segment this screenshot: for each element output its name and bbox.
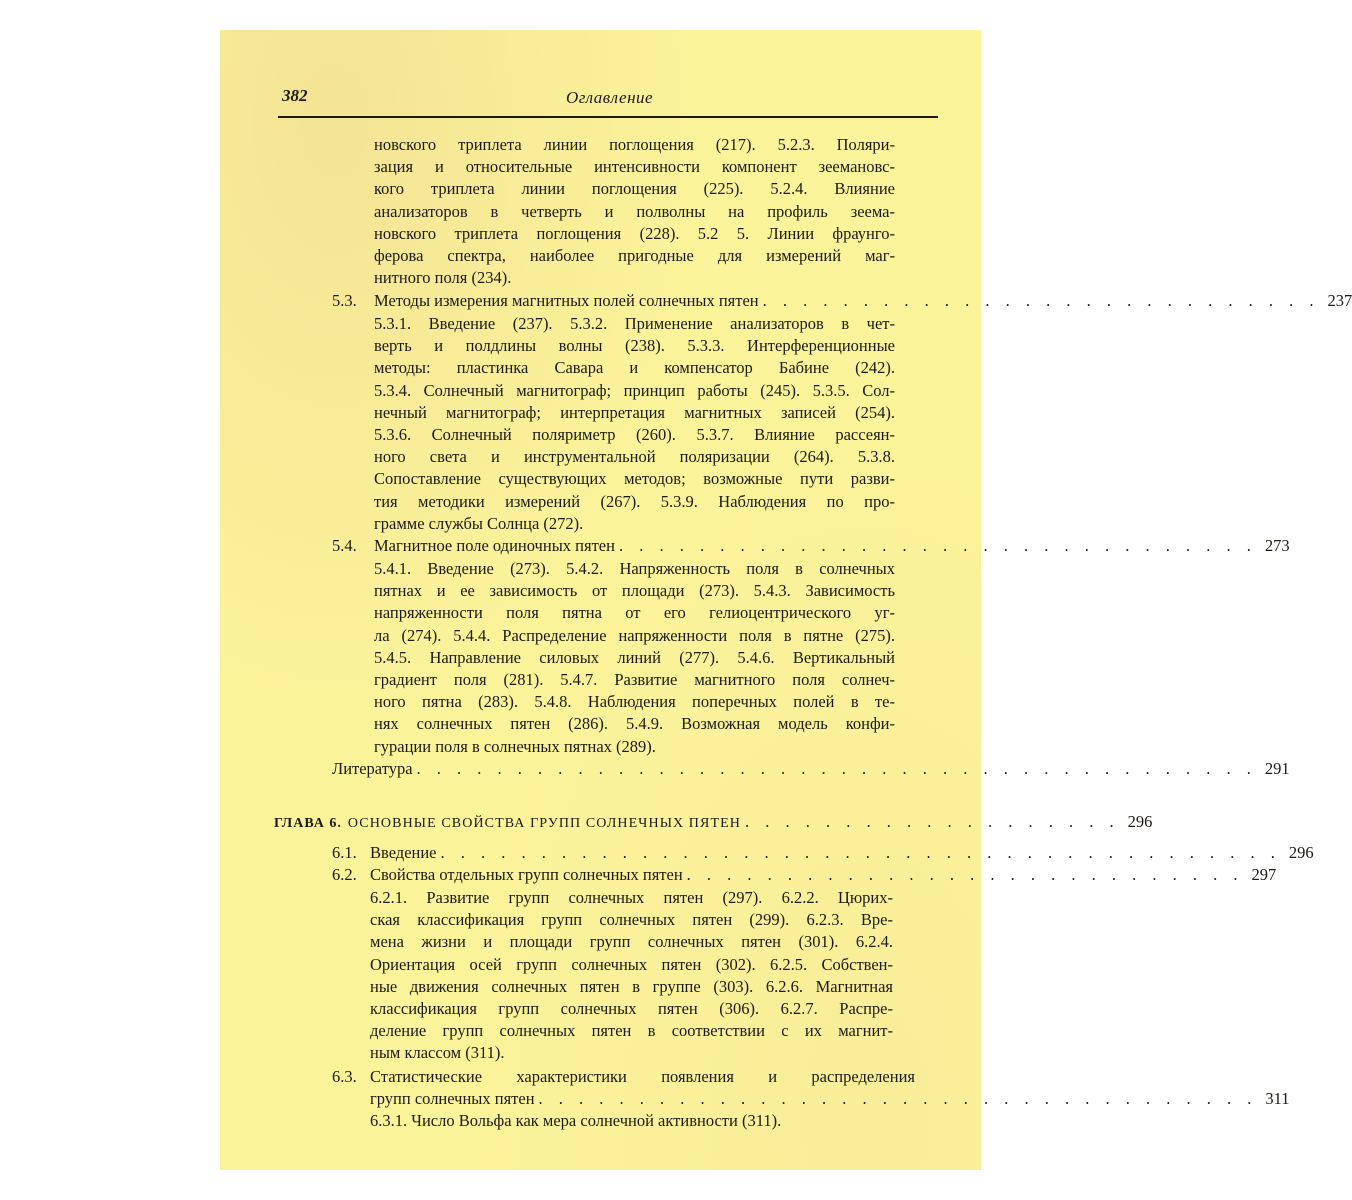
toc-line: грамме службы Солнца (272). bbox=[374, 513, 584, 533]
toc-line: 5.3.6. Солнечный поляриметр (260). 5.3.7. Влияние рассеян- bbox=[374, 424, 895, 444]
leader-dots: . . . . . . . . . . . . . . . . . . . . . . . . . . . . bbox=[762, 291, 1320, 310]
toc-line: зация и относительные интенсивности компонент зеемановс- bbox=[374, 157, 895, 177]
toc-line: мена жизни и площади групп солнечных пятен (301). 6.2.4. bbox=[370, 932, 893, 952]
toc-line: кого триплета линии поглощения (225). 5.2.4. Влияние bbox=[374, 179, 895, 199]
page-ref: 311 bbox=[1265, 1089, 1290, 1109]
section-number: 5.3. bbox=[332, 291, 357, 310]
toc-line: Сопоставление существующих методов; возможные пути разви- bbox=[374, 469, 895, 489]
toc-entry-5-3[interactable] bbox=[332, 291, 1352, 313]
toc-subsections-6-3 bbox=[370, 1110, 893, 1132]
toc-chapter-6[interactable] bbox=[274, 812, 1153, 834]
toc-line: напряженности поля пятна от его гелиоцентрического уг- bbox=[374, 603, 895, 623]
leader-dots: . . . . . . . . . . . . . . . . . . . . . . . . . . . . . . . . . . . . . . . . . . bbox=[416, 759, 1257, 778]
toc-line: 5.3.1. Введение (237). 5.3.2. Применение анализаторов в чет- bbox=[374, 314, 895, 333]
leader-dots: . . . . . . . . . . . . . . . . . . . . . . . . . . . . . . . . . . . . bbox=[538, 1089, 1258, 1109]
toc-line: градиент поля (281). 5.4.7. Развитие магнитного поля солнеч- bbox=[374, 669, 895, 689]
book-page bbox=[220, 30, 1352, 1170]
toc-line: Ориентация осей групп солнечных пятен (302). 6.2.5. Собствен- bbox=[370, 954, 893, 974]
toc-subsections-5-2 bbox=[374, 134, 895, 289]
toc-line: новского триплета поглощения (228). 5.2 5. Линии фраунго- bbox=[374, 223, 895, 243]
toc-line: анализаторов в четверть и полволны на профиль зеема- bbox=[374, 201, 895, 221]
toc-line: деление групп солнечных пятен в соответствии с их магнит- bbox=[370, 1021, 893, 1041]
toc-line: ла (274). 5.4.4. Распределение напряженности поля в пятне (275). bbox=[374, 625, 895, 645]
chapter-label: ГЛАВА 6. bbox=[274, 816, 342, 831]
toc-line: классификация групп солнечных пятен (306). 6.2.7. Распре- bbox=[370, 998, 893, 1018]
toc-line: 5.4.1. Введение (273). 5.4.2. Напряженность поля в солнечных bbox=[374, 559, 895, 578]
toc-line: ного пятна (283). 5.4.8. Наблюдения поперечных полей в те- bbox=[374, 692, 895, 712]
toc-line: новского триплета линии поглощения (217). 5.2.3. Поляри- bbox=[374, 135, 895, 154]
leader-dots: . . . . . . . . . . . . . . . . . . . . . . . . . . . . bbox=[686, 865, 1244, 884]
toc-subsections-5-3 bbox=[374, 313, 895, 535]
toc-line: нях солнечных пятен (286). 5.4.9. Возможная модель конфи- bbox=[374, 714, 895, 734]
toc-line: тия методики измерений (267). 5.3.9. Наблюдения по про- bbox=[374, 491, 895, 511]
toc-subsections-5-4 bbox=[374, 558, 895, 758]
toc-line: 5.3.4. Солнечный магнитограф; принцип работы (245). 5.3.5. Сол- bbox=[374, 380, 895, 400]
leader-dots: . . . . . . . . . . . . . . . . . . . . . . . . . . . . . . . . bbox=[618, 536, 1257, 555]
section-number: 6.3. bbox=[332, 1067, 357, 1086]
section-title-line-2: групп солнечных пятен bbox=[370, 1089, 535, 1109]
section-number: 5.4. bbox=[332, 536, 357, 555]
section-title-continuation bbox=[332, 1088, 1290, 1110]
section-title-line-1: Статистические характеристики появления и распределения bbox=[370, 1067, 915, 1086]
leader-dots: . . . . . . . . . . . . . . . . . . . . . . . . . . . . . . . . . . . . . . . . . . bbox=[440, 843, 1281, 862]
section-title: Магнитное поле одиночных пятен bbox=[374, 536, 615, 555]
section-title: Введение bbox=[370, 843, 437, 862]
toc-line: гурации поля в солнечных пятнах (289). bbox=[374, 736, 656, 756]
toc-line: ферова спектра, наиболее пригодные для измерений маг- bbox=[374, 245, 895, 265]
toc-entry-6-1[interactable] bbox=[332, 843, 1314, 865]
toc-line: нечный магнитограф; интерпретация магнитных записей (254). bbox=[374, 402, 895, 422]
toc-line: верть и полдлины волны (238). 5.3.3. Интерференционные bbox=[374, 336, 895, 356]
page-number: 382 bbox=[282, 86, 308, 105]
toc-line: нитного поля (234). bbox=[374, 268, 512, 288]
chapter-title: ОСНОВНЫЕ СВОЙСТВА ГРУПП СОЛНЕЧНЫХ ПЯТЕН bbox=[347, 816, 741, 831]
toc-entry-6-2[interactable] bbox=[332, 865, 1277, 887]
toc-line: ного света и инструментальной поляризации (264). 5.3.8. bbox=[374, 447, 895, 467]
toc-line: ская классификация групп солнечных пятен (299). 6.2.3. Вре- bbox=[370, 910, 893, 930]
page-ref: 297 bbox=[1251, 865, 1277, 884]
page-ref: 291 bbox=[1264, 759, 1290, 778]
running-header-title: Оглавление bbox=[566, 88, 654, 107]
toc-subsections-6-2 bbox=[370, 887, 893, 1065]
section-title: Свойства отдельных групп солнечных пятен bbox=[370, 865, 683, 884]
toc-entry-literature[interactable] bbox=[332, 759, 1290, 781]
section-number: 6.1. bbox=[332, 843, 357, 862]
leader-dots: . . . . . . . . . . . . . . . . . . . bbox=[744, 812, 1120, 831]
page-ref: 237 bbox=[1327, 291, 1352, 310]
toc-line: ным классом (311). bbox=[370, 1043, 505, 1063]
toc-line: 5.4.5. Направление силовых линий (277). 5.4.6. Вертикальный bbox=[374, 647, 895, 667]
toc-line: пятнах и ее зависимость от площади (273). 5.4.3. Зависимость bbox=[374, 581, 895, 601]
section-title: Методы измерения магнитных полей солнечных пятен bbox=[374, 291, 759, 310]
toc-line: ные движения солнечных пятен в группе (303). 6.2.6. Магнитная bbox=[370, 976, 893, 996]
page-ref: 296 bbox=[1127, 812, 1153, 831]
page-ref: 296 bbox=[1288, 843, 1314, 862]
toc-entry-6-3[interactable] bbox=[332, 1066, 1290, 1110]
section-title: Литература bbox=[332, 759, 413, 778]
toc-line: методы: пластинка Савара и компенсатор Бабине (242). bbox=[374, 358, 895, 378]
page-ref: 273 bbox=[1264, 536, 1290, 555]
toc-line: 6.2.1. Развитие групп солнечных пятен (297). 6.2.2. Цюрих- bbox=[370, 888, 893, 907]
toc-entry-5-4[interactable] bbox=[332, 536, 1290, 558]
toc-line: 6.3.1. Число Вольфа как мера солнечной активности (311). bbox=[370, 1111, 782, 1130]
toc-content bbox=[220, 30, 1352, 1170]
section-number: 6.2. bbox=[332, 865, 357, 884]
